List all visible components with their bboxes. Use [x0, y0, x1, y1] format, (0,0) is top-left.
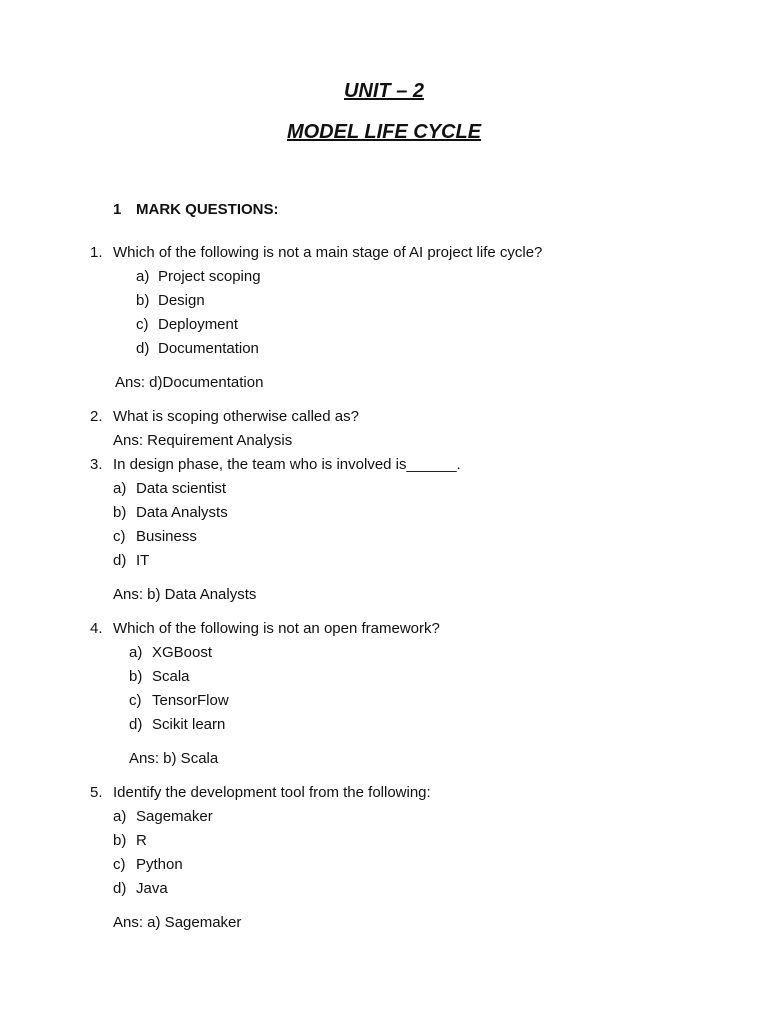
question-number: 5. — [90, 784, 103, 801]
option-text: Project scoping — [158, 268, 261, 285]
option-letter: d) — [113, 552, 127, 569]
answer-text: Ans: b) Data Analysts — [113, 586, 257, 603]
answer-text: Ans: d)Documentation — [115, 374, 264, 391]
section-number: 1 — [113, 201, 122, 218]
option-text: Python — [136, 856, 183, 873]
option-text: Scala — [152, 668, 190, 685]
option-text: Data scientist — [136, 480, 227, 497]
answer-text: Ans: Requirement Analysis — [113, 432, 293, 449]
option-text: Data Analysts — [136, 504, 228, 521]
option-letter: a) — [113, 808, 127, 825]
question-text: What is scoping otherwise called as? — [113, 408, 359, 425]
answer-text: Ans: a) Sagemaker — [113, 914, 242, 931]
option-letter: a) — [129, 644, 143, 661]
option-text: Business — [136, 528, 197, 545]
option-text: Scikit learn — [152, 716, 226, 733]
option-letter: d) — [113, 880, 127, 897]
option-text: IT — [136, 552, 150, 569]
option-text: R — [136, 832, 147, 849]
question-number: 4. — [90, 620, 103, 637]
option-letter: c) — [129, 692, 142, 709]
option-text: Deployment — [158, 316, 239, 333]
question-number: 3. — [90, 456, 103, 473]
answer-text: Ans: b) Scala — [129, 750, 219, 767]
option-letter: b) — [136, 292, 150, 309]
option-text: XGBoost — [152, 644, 213, 661]
option-letter: c) — [113, 528, 126, 545]
question-text: Identify the development tool from the following: — [113, 784, 431, 801]
option-letter: c) — [136, 316, 149, 333]
chapter-title: MODEL LIFE CYCLE — [286, 121, 482, 143]
option-letter: b) — [129, 668, 143, 685]
option-letter: d) — [136, 340, 150, 357]
question-text: Which of the following is not a main stage of AI project life cycle? — [113, 244, 543, 261]
question-number: 1. — [90, 244, 103, 261]
question-number: 2. — [90, 408, 103, 425]
option-letter: b) — [113, 832, 127, 849]
option-letter: b) — [113, 504, 127, 521]
option-text: Documentation — [158, 340, 259, 357]
option-letter: a) — [136, 268, 150, 285]
question-text: In design phase, the team who is involved is______. — [113, 456, 461, 473]
option-letter: c) — [113, 856, 126, 873]
option-letter: a) — [113, 480, 127, 497]
option-text: Design — [158, 292, 205, 309]
option-text: Sagemaker — [136, 808, 213, 825]
option-text: TensorFlow — [152, 692, 229, 709]
unit-title: UNIT – 2 — [343, 80, 425, 102]
option-letter: d) — [129, 716, 143, 733]
option-text: Java — [136, 880, 168, 897]
section-heading: MARK QUESTIONS: — [136, 201, 279, 218]
question-text: Which of the following is not an open framework? — [113, 620, 440, 637]
